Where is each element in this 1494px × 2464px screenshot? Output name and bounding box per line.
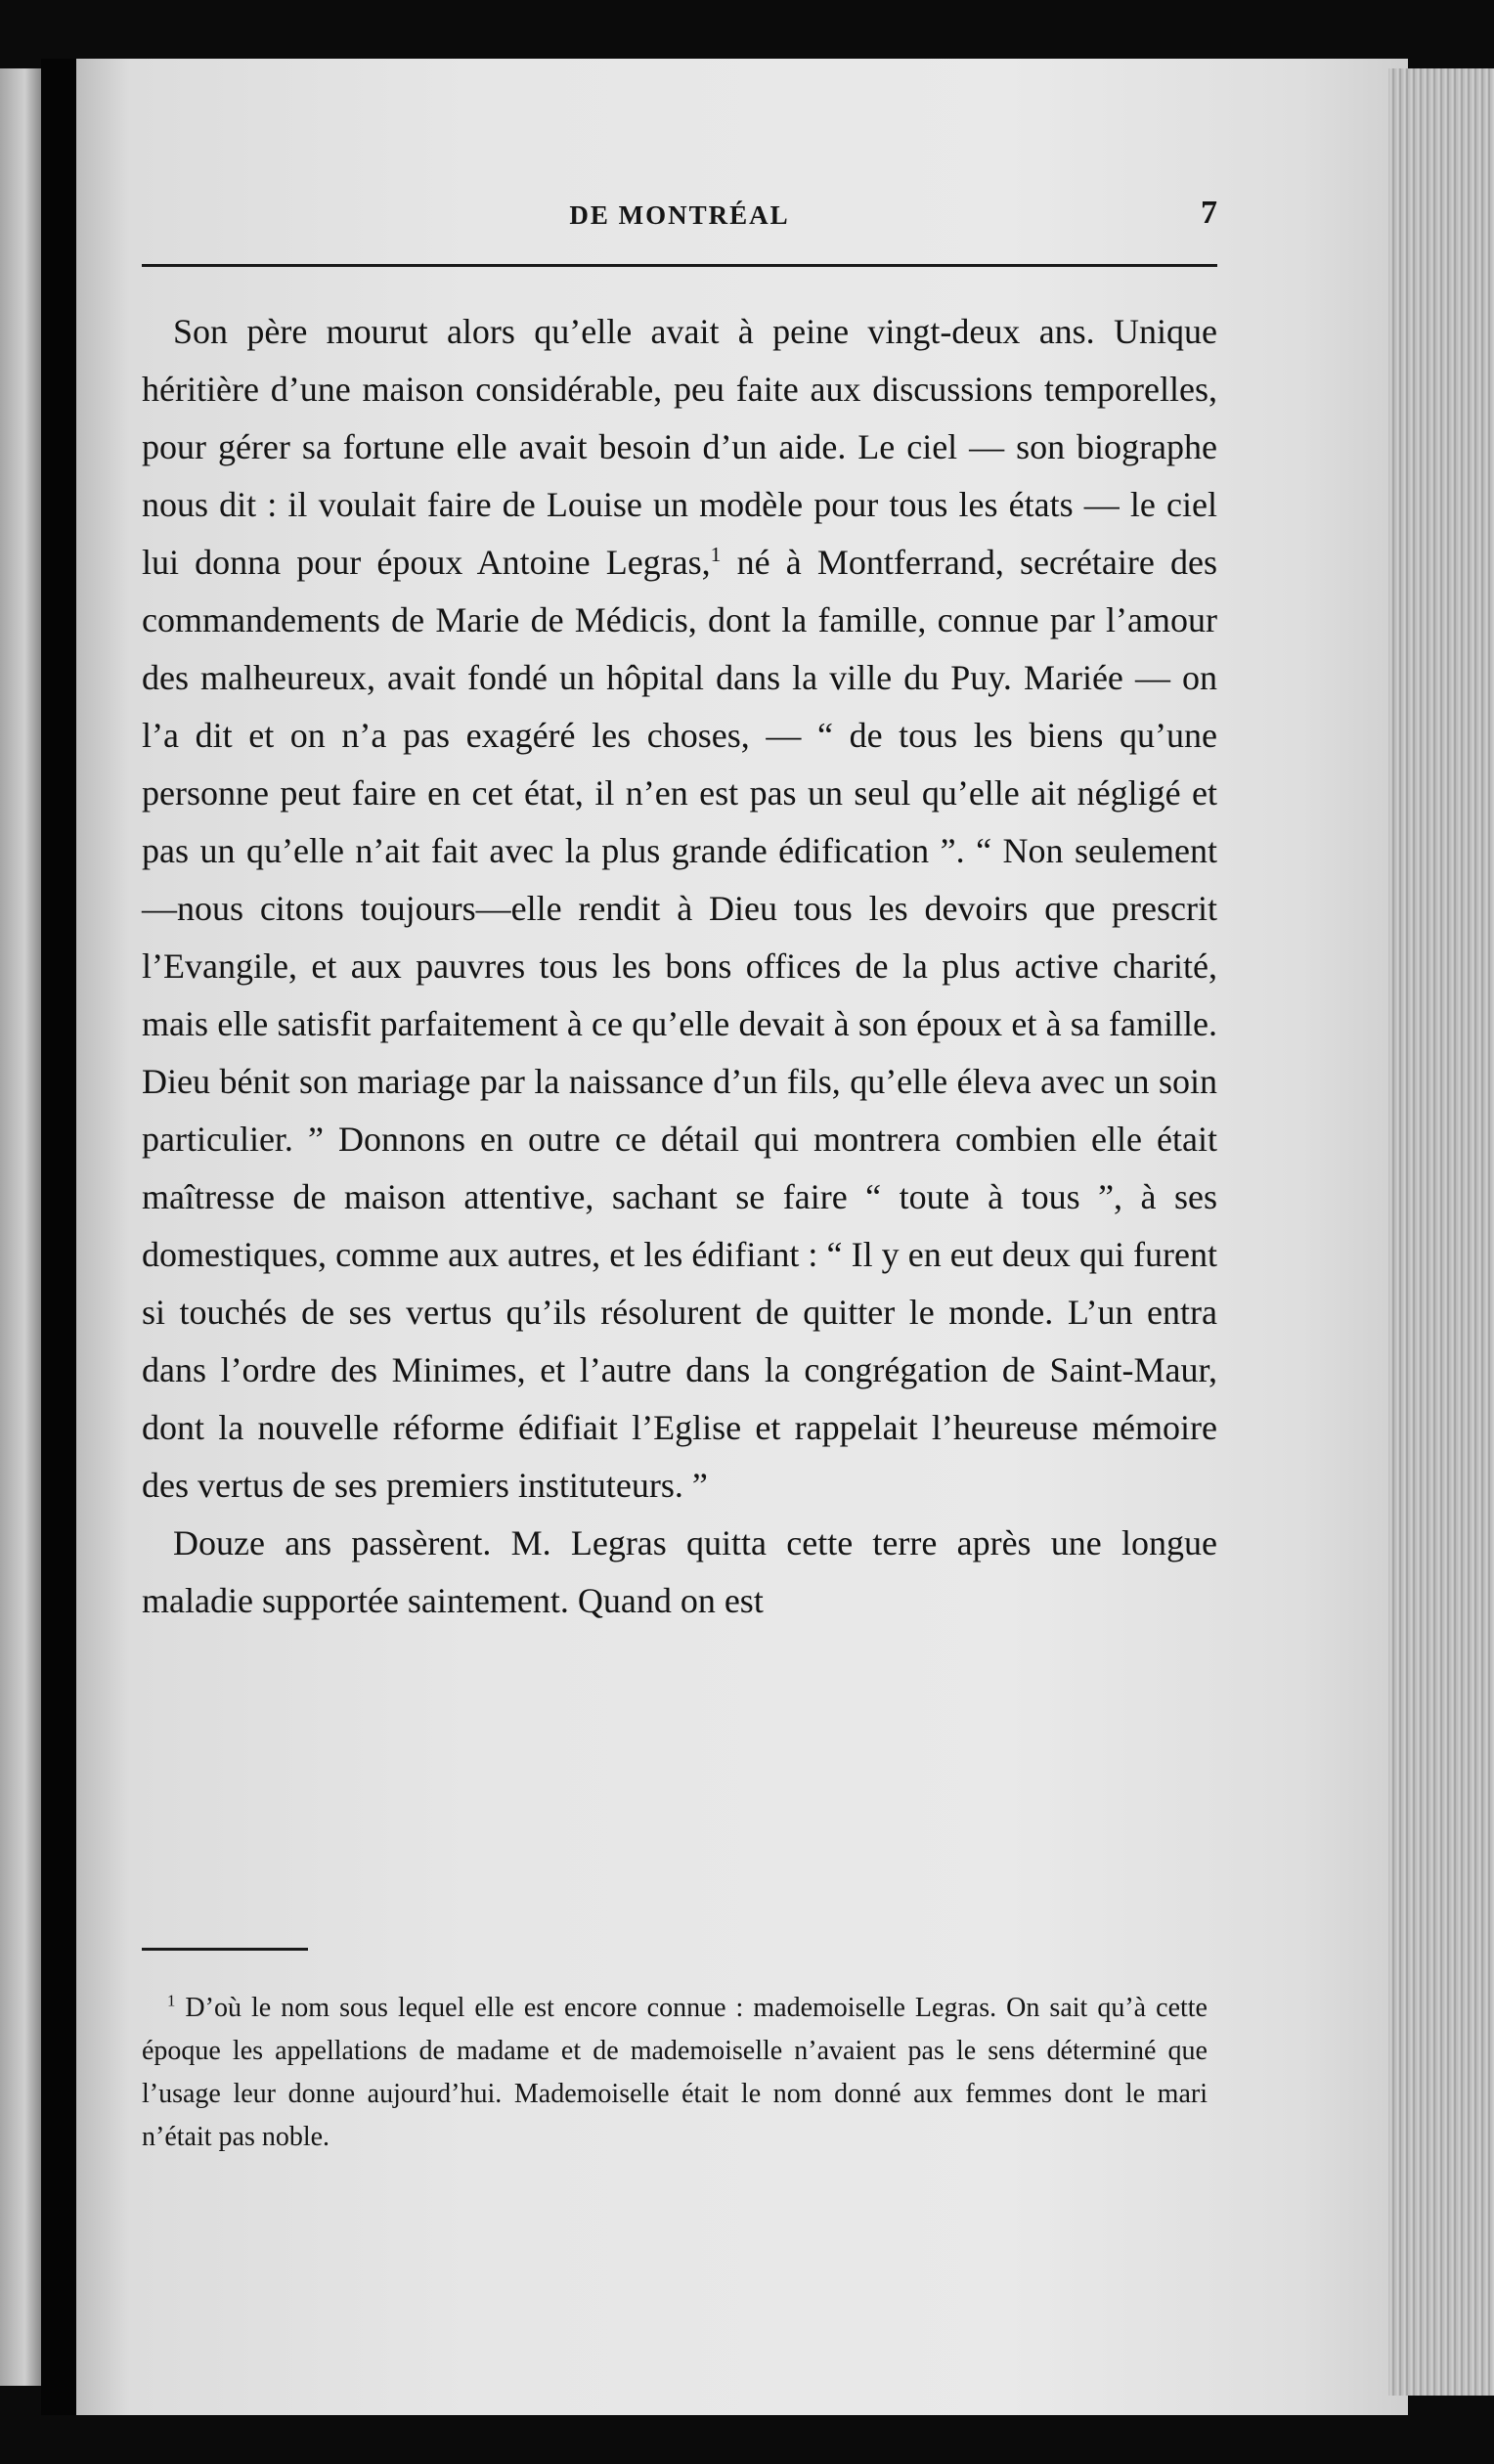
facing-page-edge — [0, 68, 41, 2386]
footnote — [142, 1987, 1208, 2159]
book-gutter — [41, 59, 80, 2425]
paragraph — [142, 303, 1217, 1515]
footnote-text: D’où le nom sous lequel elle est encore connue : mademoiselle Legras. On sait qu’à cette époque les appellations de madame et de mademoiselle n’avaient pas le sens déterminé que l’usage leur donne aujourd’hui. Mademoiselle était le nom donné aux femmes dont le mari n’était pas noble. — [142, 1993, 1208, 2152]
running-head — [142, 195, 1217, 249]
running-title: DE MONTRÉAL — [569, 200, 790, 230]
paragraph-text: né à Montferrand, secrétaire des commandements de Marie de Médicis, dont la famille, connue par l’amour des malheureux, avait fondé un hôpital dans la ville du Puy. Mariée — on l’a dit et on n’a pas exagéré les choses, — “ de tous les biens qu’une personne peut faire en cet état, il n’en est pas un seul qu’elle ait négligé et pas un qu’elle n’ait fait avec la plus grande édification ”. “ Non seulement—nous citons toujours—elle rendit à Dieu tous les devoirs que prescrit l’Evangile, et aux pauvres tous les bons offices de la plus active charité, mais elle satisfit parfaitement à ce qu’elle devait à son époux et à sa famille. Dieu bénit son mariage par la naissance d’un fils, qu’elle éleva avec un soin particulier. ” Donnons en outre ce détail qui montrera combien elle était maîtresse de maison attentive, sachant se faire “ toute à tous ”, à ses domestiques, comme aux autres, et les édifiant : “ Il y en eut deux qui furent si touchés de ses vertus qu’ils résolurent de quitter le monde. L’un entra dans l’ordre des Minimes, et l’autre dans la congrégation de Saint-Maur, dont la nouvelle réforme édifiait l’Eglise et rappelait l’heureuse mémoire des vertus de ses premiers instituteurs. ” — [142, 543, 1218, 1505]
page-edges — [1388, 68, 1494, 2396]
footnote-reference: 1 — [710, 543, 722, 566]
footnote-rule — [142, 1948, 308, 1951]
body-text — [142, 303, 1217, 1630]
footnote-marker: 1 — [167, 1991, 176, 2010]
paragraph — [142, 1515, 1217, 1630]
header-rule — [142, 264, 1217, 267]
footnote-paragraph — [142, 1987, 1208, 2159]
paragraph-text: Son père mourut alors qu’elle avait à peine vingt-deux ans. Unique héritière d’une maison considérable, peu faite aux discussions temporelles, pour gérer sa fortune elle avait besoin d’un aide. Le ciel — son biographe nous dit : il voulait faire de Louise un modèle pour tous les états — le ciel lui donna pour époux Antoine Legras, — [142, 312, 1217, 582]
paragraph-text: Douze ans passèrent. M. Legras quitta cette terre après une longue maladie supportée saintement. Quand on est — [142, 1523, 1217, 1620]
scan-border — [0, 2415, 1494, 2464]
page-number: 7 — [1201, 195, 1217, 231]
